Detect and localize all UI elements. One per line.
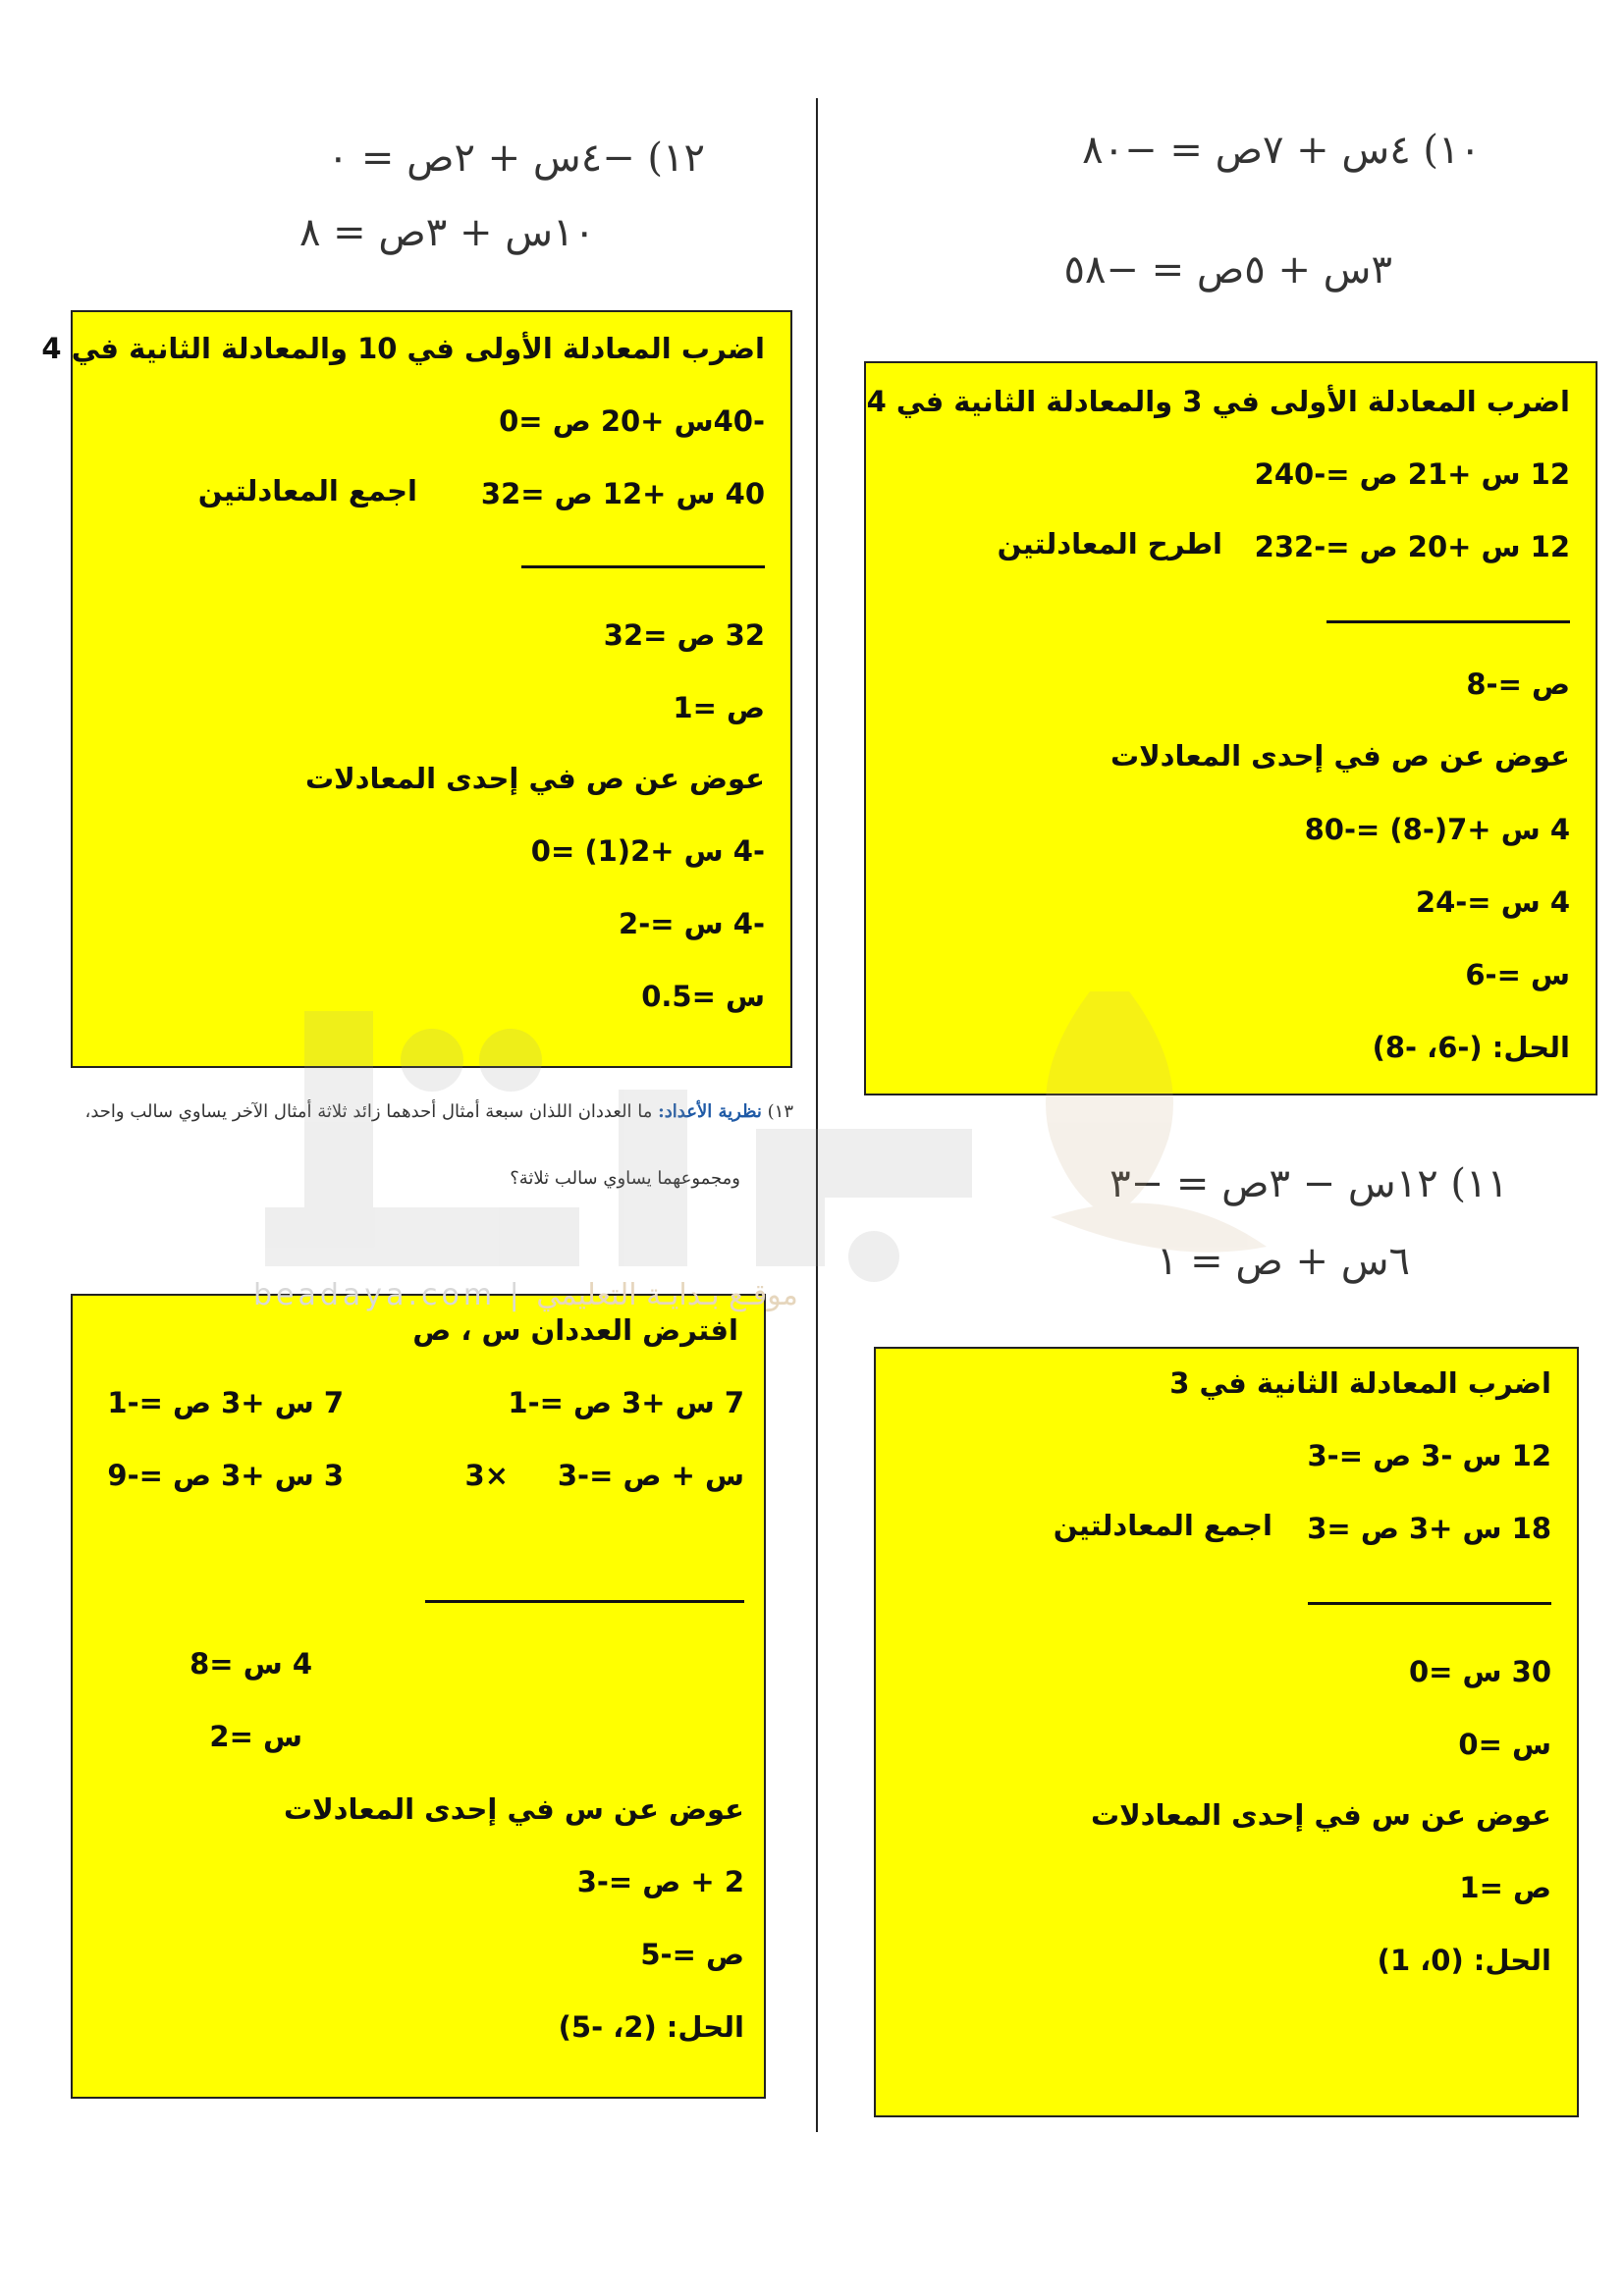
solution-step: 4 س +7(-8) =-80 (1304, 813, 1570, 846)
problem-12-solution-box (41, 310, 792, 1068)
problem-10-equation-1: ١٠) ٤س + ٧ص = −٨٠ (1082, 128, 1481, 173)
solution-answer: الحل: (0، 1) (1377, 1944, 1551, 1977)
right-column-step: س + ص =-3 (557, 1459, 744, 1492)
solution-step: ص =1 (1459, 1871, 1551, 1904)
problem-12-equation-1: ١٢) −٤س + ٢ص = ٠ (327, 135, 705, 181)
solution-answer: الحل: (2، -5) (558, 2010, 744, 2044)
solution-step: س =-6 (1465, 958, 1570, 991)
solution-step: 32 ص =32 (603, 618, 765, 652)
multiplier-note: 3× (464, 1459, 509, 1492)
problem-13-text-line-2: ومجموعهما يساوي سالب ثلاثة؟ (510, 1168, 740, 1189)
solution-step-note: اجمع المعادلتين (1053, 1509, 1272, 1542)
solution-step: 40 س +12 ص =32 (480, 477, 765, 510)
watermark-caption: beadaya.com | موقـع بـدايـة التعليمي (253, 1278, 798, 1312)
solution-step: اضرب المعادلة الأولى في 3 والمعادلة الثانية في 4 (866, 385, 1570, 418)
solution-step: عوض عن ص في إحدى المعادلات (1110, 739, 1570, 773)
solution-step: عوض عن ص في إحدى المعادلات (304, 762, 765, 795)
left-column-step: 7 س +3 ص =-1 (107, 1386, 344, 1419)
solution-step: افترض العددان س ، ص (412, 1313, 738, 1347)
solution-step: 12 س +20 ص =-232 (1254, 530, 1570, 563)
solution-step: -4 س =-2 (619, 907, 765, 940)
solution-answer: الحل: (-6، -8) (1372, 1031, 1570, 1064)
problem-13-text-line-1: ما العددان اللذان سبعة أمثال أحدهما زائد ثلاثة أمثال الآخر يساوي سالب واحد، (84, 1101, 653, 1122)
problem-11-solution-box (874, 1347, 1579, 2117)
sum-rule (1326, 620, 1570, 623)
column-divider (816, 98, 818, 2132)
solution-step-note: اطرح المعادلتين (997, 527, 1222, 561)
solution-step: اضرب المعادلة الأولى في 10 والمعادلة الثانية في 4 (41, 332, 765, 365)
problem-13-statement (85, 1101, 793, 1122)
solution-step: س =0.5 (641, 980, 765, 1013)
solution-step: عوض عن س في إحدى المعادلات (1090, 1798, 1551, 1832)
right-column-step: 7 س +3 ص =-1 (508, 1386, 744, 1419)
solution-step-note: اجمع المعادلتين (197, 474, 417, 507)
solution-step: -4 س +2(1) =0 (530, 834, 765, 868)
problem-13-solution-box (71, 1294, 766, 2099)
problem-10-equation-2: ٣س + ٥ص = −٥٨ (1063, 247, 1392, 293)
problem-11-equation-2: ٦س + ص = ١ (1156, 1239, 1410, 1284)
watermark-caption-latin: beadaya.com (253, 1278, 497, 1312)
solution-step: س =0 (1458, 1728, 1551, 1761)
solution-step: اضرب المعادلة الثانية في 3 (1169, 1366, 1551, 1400)
solution-step: عوض عن س في إحدى المعادلات (283, 1792, 744, 1826)
solution-step: -40س +20 ص =0 (499, 404, 765, 438)
problem-13-number: ١٣) (767, 1101, 793, 1122)
sum-rule (425, 1600, 744, 1603)
solution-step: 4 س =8 (189, 1647, 312, 1681)
problem-10-solution-box (864, 361, 1597, 1095)
watermark-caption-arabic: موقـع بـدايـة التعليمي (536, 1278, 798, 1312)
solution-step: 30 س =0 (1408, 1655, 1551, 1688)
problem-11-equation-1: ١١) ١٢س − ٣ص = −٣ (1110, 1161, 1508, 1206)
left-column-step: 3 س +3 ص =-9 (107, 1459, 344, 1492)
solution-step: س =2 (209, 1720, 302, 1753)
problem-13-topic: نظرية الأعداد: (658, 1101, 762, 1122)
sum-rule (521, 565, 765, 568)
solution-step: ص =-8 (1466, 667, 1570, 701)
solution-step: 4 س =-24 (1415, 885, 1570, 919)
solution-step: 12 س -3 ص =-3 (1307, 1439, 1551, 1472)
solution-step: 2 + ص =-3 (576, 1865, 744, 1898)
solution-step: ص =1 (673, 691, 765, 724)
problem-12-equation-2: ١٠س + ٣ص = ٨ (298, 210, 595, 255)
solution-step: 18 س +3 ص =3 (1307, 1512, 1551, 1545)
solution-step: ص =-5 (640, 1938, 744, 1971)
sum-rule (1308, 1602, 1551, 1605)
solution-step: 12 س +21 ص =-240 (1254, 457, 1570, 491)
